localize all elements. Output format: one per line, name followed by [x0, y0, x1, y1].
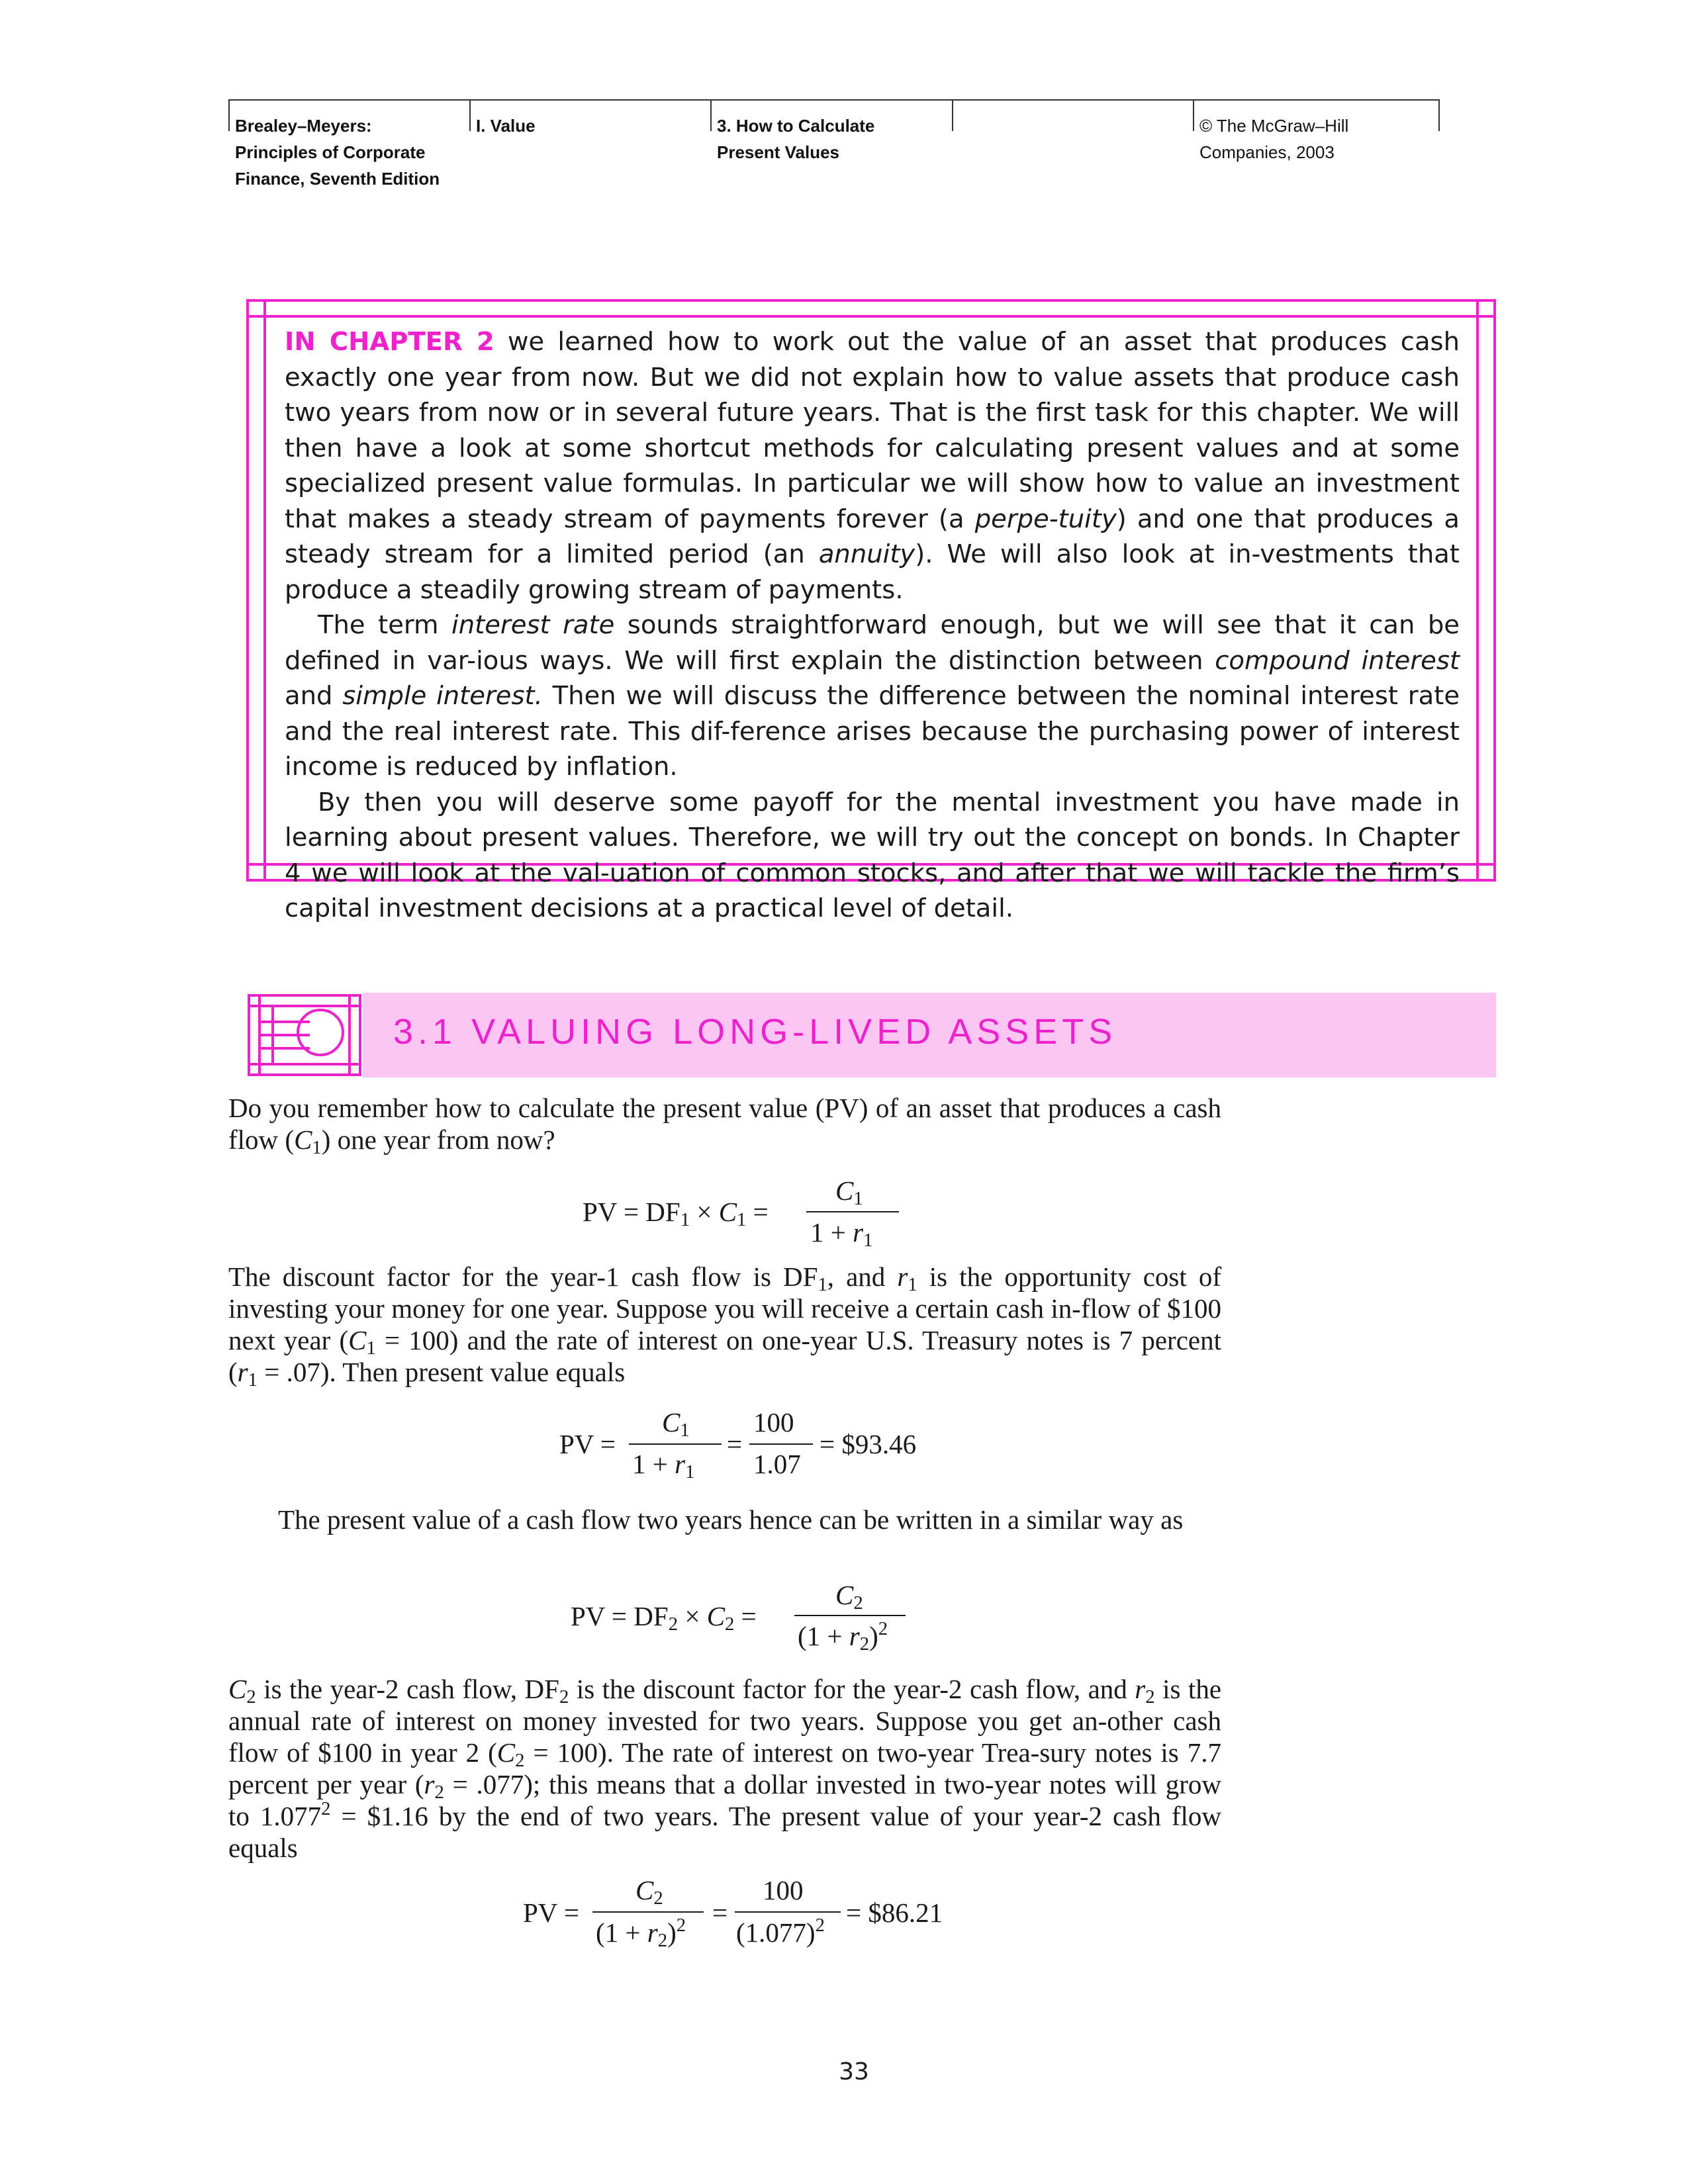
subscript: 1	[248, 1369, 258, 1391]
eq3-fraction-bar	[794, 1615, 906, 1616]
eq1-denominator	[810, 1216, 873, 1251]
symbol-c: C	[348, 1325, 367, 1355]
term-interest-rate: interest rate	[451, 610, 615, 640]
eq2-denominator-1	[632, 1448, 695, 1483]
eq4-numerator-2: 100	[763, 1875, 804, 1905]
body-text: = .077); this means that a dollar invested in two-year notes will grow to 1.077	[228, 1769, 1221, 1831]
intro-paragraph-3: By then you will deserve some payoff for the mental investment you have made in learning about present values. Therefore, we will try out the concept on bonds. In Chapter 4 we will look at the val-uation of common stocks, and after that we will tackle the firm’s capital investment decisions at a practical level of detail.	[285, 787, 1460, 923]
eq2-fraction-bar-1	[629, 1443, 722, 1445]
eq-text: PV	[523, 1897, 557, 1928]
body-text: = $1.16 by the end of two years. The present value of your year-2 cash flow equals	[228, 1801, 1221, 1863]
symbol-r: r	[897, 1261, 908, 1292]
intro-paragraph-2	[285, 608, 1460, 785]
symbol-r: r	[647, 1917, 658, 1948]
symbol-r: r	[853, 1217, 864, 1248]
header-chapter	[710, 99, 874, 199]
eq3-lhs	[571, 1600, 757, 1635]
eq2-numerator-2: 100	[753, 1407, 794, 1437]
intro-paragraph-1	[285, 324, 1460, 608]
body-text: , and	[827, 1261, 898, 1292]
intro-text: ) and one that produces a steady stream for a limited period (an	[285, 504, 1460, 569]
eq-text: )	[667, 1917, 677, 1948]
superscript: 2	[878, 1618, 888, 1640]
symbol-c: C	[835, 1175, 854, 1206]
intro-text: we learned how to work out the value of an asset that produces cash exactly one year from now. But we did not explain how to value assets that produce cash two years from now or in several future years. That is the first task for this chapter. We will then have a look at some shortcut methods for calculating present values and at some specialized present value formulas. In particular we will show how to value an investment that makes a steady stream of payments forever (a	[285, 327, 1460, 534]
subscript: 1	[908, 1274, 917, 1296]
eq-text: (	[596, 1917, 605, 1948]
symbol-c: C	[635, 1875, 654, 1905]
header-book-title	[228, 99, 440, 199]
body-text	[228, 1092, 1221, 1159]
eq1-lhs	[583, 1196, 769, 1231]
superscript: 2	[676, 1915, 686, 1936]
eq-text: =	[600, 1429, 616, 1459]
body-text	[228, 1261, 1221, 1391]
eq2-numerator-1	[662, 1406, 690, 1441]
eq-text: PV	[583, 1197, 617, 1227]
subscript: 1	[680, 1209, 690, 1231]
eq4-fraction-bar-1	[592, 1911, 704, 1913]
body-text: ) one year from now?	[321, 1124, 555, 1155]
eq4-equals: =	[712, 1897, 728, 1928]
body-text: The discount factor for the year-1 cash flow is DF	[228, 1261, 818, 1292]
body-text: is the year-2 cash flow, DF	[256, 1674, 559, 1704]
subscript: 2	[246, 1686, 256, 1708]
subscript: 2	[725, 1614, 735, 1635]
eq-text: PV	[559, 1429, 594, 1459]
intro-text: sounds straightforward enough, but we will see that it can be defined in var-ious ways. We will first explain the distinction between	[285, 610, 1460, 676]
symbol-c: C	[228, 1674, 247, 1704]
symbol-r: r	[424, 1769, 435, 1799]
eq4-denominator-1	[596, 1915, 686, 1952]
eq-text: =	[623, 1197, 639, 1227]
subscript: 2	[434, 1782, 444, 1803]
chapter-line-2: Present Values	[717, 142, 839, 162]
subscript: 2	[668, 1614, 679, 1635]
eq4-denominator-2	[736, 1917, 825, 1948]
eq-text: ×	[696, 1197, 712, 1227]
symbol-c: C	[662, 1407, 680, 1437]
body-text: The present value of a cash flow two years hence can be written in a similar way as	[278, 1504, 1184, 1535]
page-number: 33	[839, 2058, 869, 2085]
subscript: 1	[853, 1188, 863, 1210]
header-divider	[1438, 99, 1440, 131]
symbol-c: C	[835, 1580, 854, 1610]
subscript: 1	[680, 1420, 690, 1441]
publisher-line-2: Companies, 2003	[1199, 142, 1335, 162]
subscript: 2	[515, 1750, 525, 1772]
eq2-result: = $93.46	[820, 1429, 917, 1459]
symbol-c: C	[706, 1601, 726, 1631]
body-text	[228, 1673, 1221, 1864]
body-paragraph-1	[228, 1092, 1221, 1159]
running-header	[228, 99, 1440, 199]
term-compound-interest: compound interest	[1215, 645, 1460, 676]
subscript: 2	[853, 1592, 863, 1614]
body-paragraph-4	[228, 1673, 1221, 1864]
subscript: 2	[657, 1930, 668, 1952]
publisher-line-1: © The McGraw–Hill	[1199, 116, 1349, 136]
symbol-r: r	[675, 1449, 686, 1479]
eq-text: PV	[571, 1601, 605, 1631]
eq2-fraction-bar-2	[749, 1443, 813, 1445]
body-text: = .07). Then present value equals	[257, 1357, 626, 1387]
book-line-2: Principles of Corporate	[235, 142, 426, 162]
body-text: Do you remember how to calculate the present value (PV) of an asset that produces a cash flow (	[228, 1093, 1221, 1155]
book-line-1: Brealey–Meyers:	[235, 116, 372, 136]
eq-text: 1 +	[632, 1449, 675, 1479]
eq2-lhs	[559, 1428, 616, 1460]
subscript: 2	[859, 1633, 870, 1655]
eq4-numerator-1	[635, 1874, 663, 1909]
subscript: 1	[685, 1461, 695, 1483]
intro-text: ). We will also look at in-vestments that produce a steadily growing stream of payments.	[285, 539, 1460, 605]
body-paragraph-2	[228, 1261, 1221, 1391]
superscript: 2	[815, 1915, 825, 1936]
superscript: 2	[321, 1798, 331, 1820]
body-text: is the discount factor for the year-2 cash flow, and	[569, 1674, 1135, 1704]
chapter-intro	[285, 324, 1460, 927]
eq2-equals: =	[727, 1429, 743, 1459]
eq-text: )	[869, 1621, 878, 1651]
eq-text: 1 +	[604, 1917, 647, 1948]
term-annuity: annuity	[818, 539, 915, 569]
subscript: 1	[366, 1338, 376, 1359]
eq4-fraction-bar-2	[735, 1911, 841, 1913]
symbol-c: C	[294, 1124, 312, 1155]
section-title: 3.1 VALUING LONG-LIVED ASSETS	[393, 1012, 1117, 1052]
symbol-r: r	[237, 1357, 248, 1387]
subscript: 2	[1145, 1686, 1155, 1708]
header-publisher	[1193, 99, 1348, 199]
intro-text: and	[285, 681, 343, 711]
body-text: is the opportunity cost of investing your money for one year. Suppose you will receive a certain cash in-flow of $100 next year (	[228, 1261, 1221, 1355]
intro-text: The term	[318, 610, 452, 640]
symbol-r: r	[1135, 1674, 1146, 1704]
subscript: 2	[653, 1888, 663, 1909]
eq-text: =	[753, 1197, 769, 1227]
subscript: 1	[312, 1137, 322, 1159]
chapter-line-1: 3. How to Calculate	[717, 116, 875, 136]
eq-text: 1 +	[810, 1217, 853, 1248]
section-banner	[246, 993, 1496, 1077]
subscript: 1	[863, 1230, 873, 1251]
body-text: is the annual rate of interest on money invested for two years. Suppose you get an-other cash flow of $100 in year 2 (	[228, 1674, 1222, 1768]
header-divider	[952, 99, 953, 131]
term-perpetuity: perpe-tuity	[974, 504, 1117, 534]
eq3-numerator	[835, 1579, 863, 1614]
header-part	[469, 99, 536, 199]
body-text: = 100) and the rate of interest on one-year U.S. Treasury notes is 7 percent (	[228, 1325, 1221, 1387]
eq-text: =	[563, 1897, 580, 1928]
subscript: 1	[818, 1274, 827, 1296]
intro-lead: IN CHAPTER 2	[285, 327, 494, 357]
body-paragraph-3	[228, 1504, 1221, 1535]
eq4-lhs	[523, 1897, 579, 1929]
eq-text: =	[741, 1601, 757, 1631]
book-line-3: Finance, Seventh Edition	[235, 169, 440, 189]
term-simple-interest: simple interest.	[342, 681, 543, 711]
eq-text: DF	[645, 1197, 680, 1227]
eq1-numerator	[835, 1175, 863, 1210]
part-label: I. Value	[476, 116, 536, 136]
eq-text: 1 +	[806, 1621, 849, 1651]
eq-text: DF	[633, 1601, 669, 1631]
subscript: 1	[737, 1209, 747, 1231]
body-text: = 100). The rate of interest on two-year Trea-sury notes is 7.7 percent per year (	[228, 1737, 1221, 1799]
eq1-fraction-bar	[806, 1211, 899, 1212]
eq-text: =	[611, 1601, 628, 1631]
eq-text: ×	[684, 1601, 700, 1631]
subscript: 2	[559, 1686, 569, 1708]
symbol-c: C	[496, 1737, 516, 1768]
symbol-r: r	[849, 1621, 860, 1651]
eq-text: (1.077)	[736, 1917, 816, 1948]
eq4-result: = $86.21	[846, 1897, 943, 1928]
section-emblem-icon	[246, 993, 363, 1077]
symbol-c: C	[718, 1197, 737, 1227]
eq2-denominator-2: 1.07	[753, 1449, 801, 1479]
intro-text: Then we will discuss the difference between the nominal interest rate and the real interest rate. This dif-ference arises because the purchasing power of interest income is reduced by inflation.	[285, 681, 1460, 782]
eq3-denominator	[798, 1618, 888, 1655]
eq-text: (	[798, 1621, 807, 1651]
